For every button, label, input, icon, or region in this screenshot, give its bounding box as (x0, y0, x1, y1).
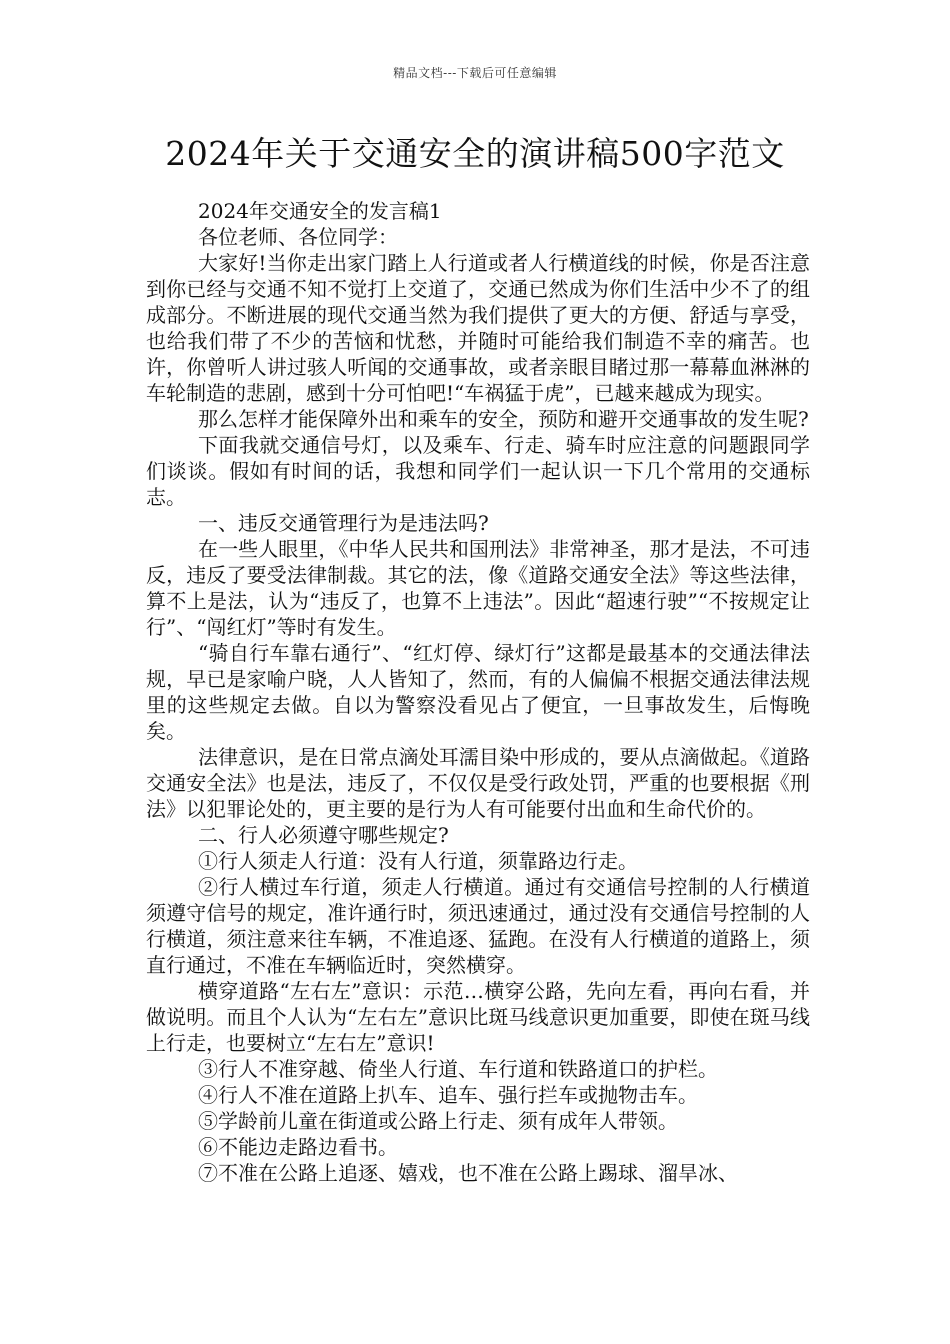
paragraph: 各位老师、各位同学： (198, 225, 398, 249)
list-item: ⑦不准在公路上追逐、嬉戏，也不准在公路上踢球、溜旱冰、 (198, 1161, 738, 1185)
list-item: ③行人不准穿越、倚坐人行道、车行道和铁路道口的护栏。 (198, 1057, 718, 1081)
paragraph: 大家好!当你走出家门踏上人行道或者人行横道线的时候，你是否注意到你已经与交通不知不觉打上交道了，交通已然成为你们生活中少不了的组成部分。不断进展的现代交通当然为我们提供了更大的方便、舒适与享受，也给我们带了不少的苦恼和忧愁，并随时可能给我们制造不幸的痛苦。也许，你曾听人讲过骇人听闻的交通事故，或者亲眼目睹过那一幕幕血淋淋的车轮制造的悲剧，感到十分可怕吧!“车祸猛于虎”，已越来越成为现实。 (146, 251, 810, 405)
header-note: 精品文档---下载后可任意编辑 (393, 66, 557, 80)
list-item: ②行人横过车行道，须走人行横道。通过有交通信号控制的人行横道须遵守信号的规定，准许通行时，须迅速通过，通过没有交通信号控制的人行横道，须注意来往车辆，不准追逐、猛跑。在没有人行横道的道路上，须直行通过，不准在车辆临近时，突然横穿。 (146, 875, 810, 977)
paragraph: 2024年交通安全的发言稿1 (198, 199, 442, 223)
document-title: 2024年关于交通安全的演讲稿500字范文 (165, 134, 785, 173)
document-body (146, 198, 810, 1186)
paragraph: 那么怎样才能保障外出和乘车的安全，预防和避开交通事故的发生呢? (198, 407, 809, 431)
section-heading: 二、行人必须遵守哪些规定? (198, 823, 449, 847)
list-item: ⑥不能边走路边看书。 (198, 1135, 398, 1159)
list-item: ①行人须走人行道：没有人行道，须靠路边行走。 (198, 849, 638, 873)
section-heading: 一、违反交通管理行为是违法吗? (198, 511, 489, 535)
paragraph: 横穿道路“左右左”意识：示范…横穿公路，先向左看，再向右看，并做说明。而且个人认为“左右左”意识比斑马线意识更加重要，即使在斑马线上行走，也要树立“左右左”意识! (146, 979, 810, 1055)
paragraph: 法律意识，是在日常点滴处耳濡目染中形成的，要从点滴做起。《道路交通安全法》也是法，违反了，不仅仅是受行政处罚，严重的也要根据《刑法》以犯罪论处的，更主要的是行为人有可能要付出血和生命代价的。 (146, 745, 810, 821)
list-item: ④行人不准在道路上扒车、追车、强行拦车或抛物击车。 (198, 1083, 698, 1107)
paragraph: 下面我就交通信号灯，以及乘车、行走、骑车时应注意的问题跟同学们谈谈。假如有时间的话，我想和同学们一起认识一下几个常用的交通标志。 (146, 433, 810, 509)
paragraph: “骑自行车靠右通行”、“红灯停、绿灯行”这都是最基本的交通法律法规，早已是家喻户晓，人人皆知了，然而，有的人偏偏不根据交通法律法规里的这些规定去做。自以为警察没看见占了便宜，一旦事故发生，后悔晚矣。 (146, 641, 810, 743)
list-item: ⑤学龄前儿童在街道或公路上行走、须有成年人带领。 (198, 1109, 678, 1133)
paragraph: 在一些人眼里，《中华人民共和国刑法》非常神圣，那才是法，不可违反，违反了要受法律制裁。其它的法，像《道路交通安全法》等这些法律，算不上是法，认为“违反了，也算不上违法”。因此“超速行驶”“不按规定让行”、“闯红灯”等时有发生。 (146, 537, 810, 639)
